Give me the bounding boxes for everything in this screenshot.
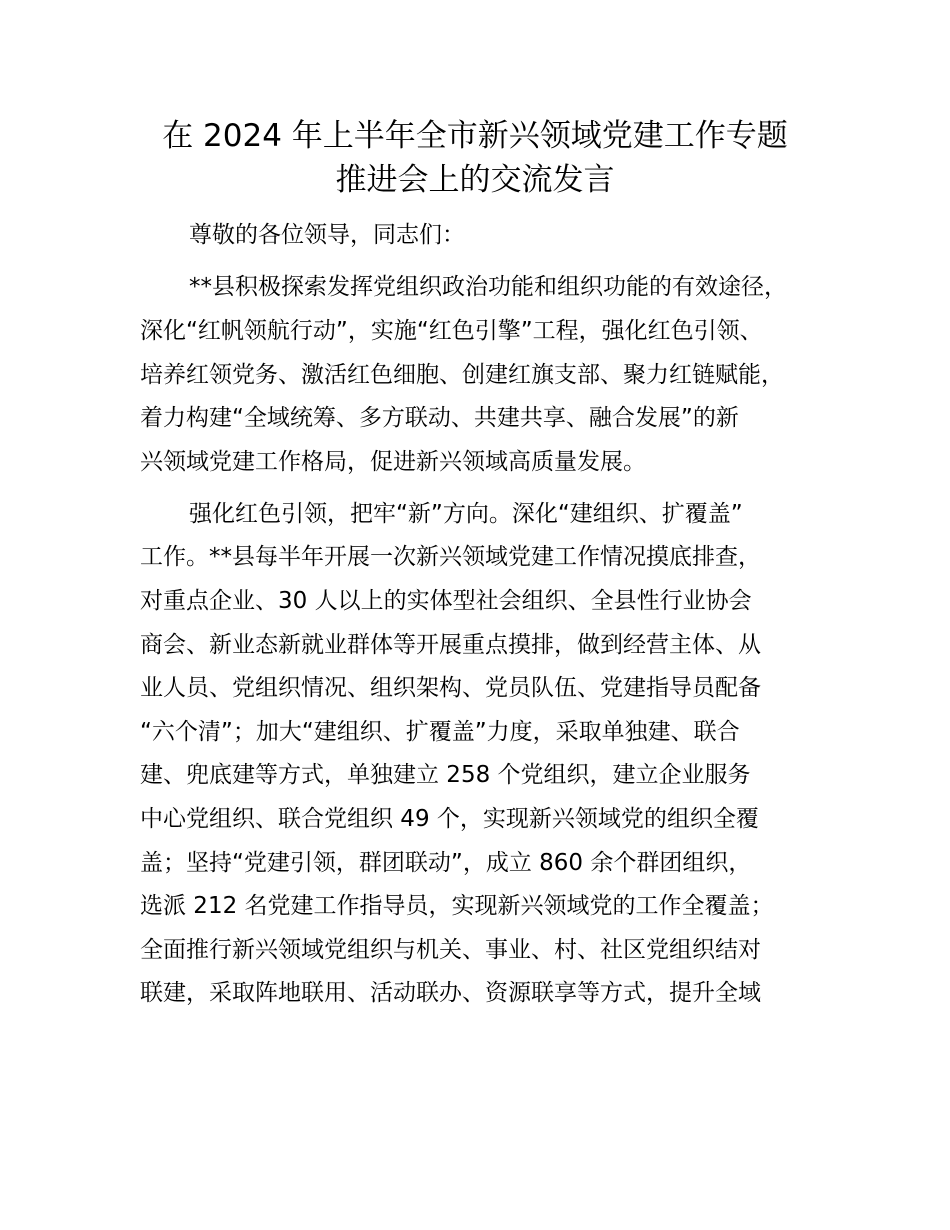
paragraph-2-line: 强化红色引领，把牢“新”方向。深化“建组织、扩覆盖” bbox=[189, 501, 743, 527]
paragraph-2-line: 建、兜底建等方式，单独建立 258 个党组织，建立企业服务 bbox=[140, 762, 751, 788]
paragraph-2-line: 联建，采取阵地联用、活动联办、资源联享等方式，提升全域 bbox=[140, 980, 761, 1006]
paragraph-2-line: “六个清”；加大“建组织、扩覆盖”力度，采取单独建、联合 bbox=[140, 719, 740, 745]
paragraph-2-line: 业人员、党组织情况、组织架构、党员队伍、党建指导员配备 bbox=[140, 675, 761, 701]
paragraph-2-line: 盖；坚持“党建引领，群团联动”，成立 860 余个群团组织， bbox=[140, 850, 752, 876]
paragraph-2-line: 选派 212 名党建工作指导员，实现新兴领域党的工作全覆盖； bbox=[140, 893, 774, 919]
paragraph-2-line: 工作。**县每半年开展一次新兴领域党建工作情况摸底排查， bbox=[140, 544, 761, 570]
document-title-line-1: 在 2024 年上半年全市新兴领域党建工作专题 bbox=[162, 118, 788, 154]
document-title-line-2: 推进会上的交流发言 bbox=[335, 162, 615, 198]
paragraph-2-line: 商会、新业态新就业群体等开展重点摸排，做到经营主体、从 bbox=[140, 632, 761, 658]
paragraph-1-line: 深化“红帆领航行动”，实施“红色引擎”工程，强化红色引领、 bbox=[140, 318, 763, 344]
paragraph-2-line: 对重点企业、30 人以上的实体型社会组织、全县性行业协会 bbox=[140, 588, 752, 614]
paragraph-1-line: 培养红领党务、激活红色细胞、创建红旗支部、聚力红链赋能， bbox=[140, 362, 784, 388]
salutation: 尊敬的各位领导，同志们： bbox=[189, 222, 465, 248]
paragraph-1-line: **县积极探索发挥党组织政治功能和组织功能的有效途径， bbox=[189, 274, 787, 300]
paragraph-2-line: 全面推行新兴领域党组织与机关、事业、村、社区党组织结对 bbox=[140, 937, 761, 963]
paragraph-2-line: 中心党组织、联合党组织 49 个，实现新兴领域党的组织全覆 bbox=[140, 806, 759, 832]
paragraph-1-line: 着力构建“全域统筹、多方联动、共建共享、融合发展”的新 bbox=[140, 405, 739, 431]
paragraph-1-line: 兴领域党建工作格局，促进新兴领域高质量发展。 bbox=[140, 449, 646, 475]
